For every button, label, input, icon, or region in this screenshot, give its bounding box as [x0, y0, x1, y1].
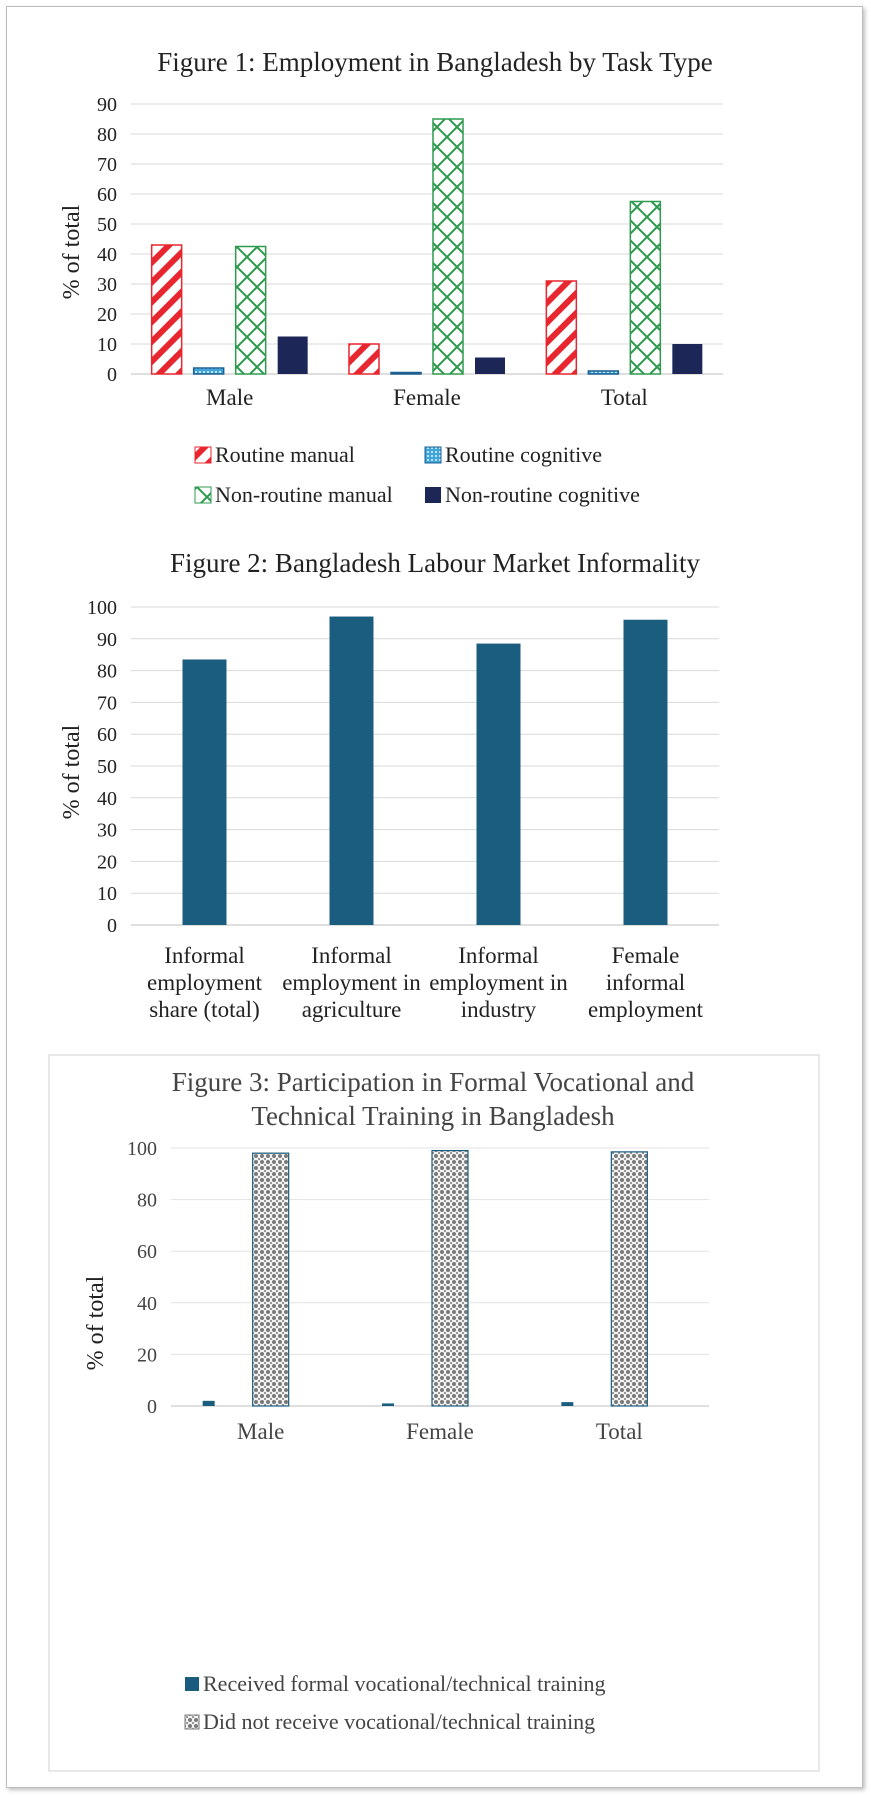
y-tick-label: 80	[97, 660, 117, 683]
y-tick-label: 0	[107, 915, 117, 937]
y-tick-label: 40	[137, 1292, 157, 1315]
bar-non-routine-manual-total	[630, 202, 660, 375]
bar-routine-cognitive-female	[391, 373, 421, 375]
bar-informality-female-informal-employment	[624, 620, 668, 925]
legend-swatch-did-not-receive-training	[185, 1715, 199, 1729]
y-tick-label: 60	[137, 1241, 157, 1264]
y-tick-label: 0	[147, 1396, 157, 1418]
figure-2-y-axis-label: % of total	[59, 724, 85, 820]
y-tick-label: 100	[127, 1138, 157, 1160]
legend-swatch-routine-manual	[195, 447, 211, 463]
y-tick-label: 60	[97, 184, 117, 206]
bar-non-routine-cognitive-male	[278, 337, 308, 375]
y-tick-label: 10	[97, 334, 117, 356]
x-category-label: Informal	[311, 943, 392, 968]
x-category-label: industry	[460, 997, 537, 1022]
figure-3-legend	[185, 1671, 606, 1734]
figure-3-y-axis-label: % of total	[83, 1275, 109, 1371]
figure-1-y-axis-label: % of total	[59, 204, 85, 300]
x-category-label: share (total)	[149, 997, 260, 1022]
x-category-label: Female	[406, 1419, 474, 1444]
x-category-label: Informal	[164, 943, 245, 968]
bar-informality-informal-employment-in-industry	[477, 644, 521, 925]
bar-routine-manual-male	[152, 245, 182, 374]
y-tick-label: 70	[97, 692, 117, 715]
y-tick-label: 20	[97, 851, 117, 874]
y-tick-label: 40	[97, 244, 117, 266]
y-tick-label: 90	[97, 628, 117, 651]
legend-swatch-non-routine-cognitive	[425, 487, 441, 503]
bar-did-not-receive-training-male	[253, 1153, 289, 1406]
y-tick-label: 20	[97, 304, 117, 326]
y-tick-label: 50	[97, 214, 117, 236]
legend-swatch-received-training	[185, 1677, 199, 1691]
figure-1-title: Figure 1: Employment in Bangladesh by Task Type	[157, 47, 713, 77]
legend-swatch-routine-cognitive	[425, 447, 441, 463]
legend-label-received-training: Received formal vocational/technical training	[203, 1671, 606, 1696]
bar-non-routine-cognitive-female	[475, 358, 505, 375]
figure-panel	[6, 6, 863, 1788]
bar-informality-informal-employment-share-total	[183, 659, 227, 925]
x-category-label: Total	[595, 1419, 643, 1444]
y-tick-label: 30	[97, 274, 117, 296]
x-category-label: employment in	[282, 970, 421, 995]
y-tick-label: 100	[87, 597, 117, 619]
figure-3-title-line-2: Technical Training in Bangladesh	[251, 1101, 615, 1131]
x-category-label: employment	[588, 997, 703, 1022]
x-category-label: employment in	[429, 970, 568, 995]
y-tick-label: 90	[97, 94, 117, 116]
figure-2	[59, 548, 719, 1022]
y-tick-label: 20	[137, 1344, 157, 1367]
bar-non-routine-manual-female	[433, 119, 463, 374]
bar-informality-informal-employment-in-agriculture	[330, 617, 374, 925]
x-category-label: informal	[605, 970, 686, 995]
bar-did-not-receive-training-total	[611, 1152, 647, 1406]
legend-label-did-not-receive-training: Did not receive vocational/technical training	[203, 1709, 596, 1734]
figure-3	[83, 1067, 709, 1734]
bar-received-training-total	[561, 1402, 573, 1406]
legend-label-non-routine-cognitive: Non-routine cognitive	[445, 482, 640, 507]
figures-canvas	[7, 7, 862, 1787]
y-tick-label: 0	[107, 364, 117, 386]
bar-did-not-receive-training-female	[432, 1151, 468, 1406]
legend-label-non-routine-manual: Non-routine manual	[215, 482, 393, 507]
bar-routine-manual-female	[349, 344, 379, 374]
x-category-label: Male	[237, 1419, 285, 1444]
bar-non-routine-manual-male	[236, 247, 266, 375]
figure-2-title: Figure 2: Bangladesh Labour Market Informality	[169, 548, 701, 578]
y-tick-label: 70	[97, 154, 117, 176]
bar-non-routine-cognitive-total	[672, 344, 702, 374]
y-tick-label: 60	[97, 724, 117, 747]
y-tick-label: 80	[137, 1189, 157, 1212]
figure-3-title-line-1: Figure 3: Participation in Formal Vocational and	[171, 1067, 695, 1097]
figure-1	[59, 47, 723, 507]
y-tick-label: 80	[97, 124, 117, 146]
y-tick-label: 30	[97, 819, 117, 842]
x-category-label: Female	[611, 943, 680, 968]
y-tick-label: 50	[97, 756, 117, 778]
figure-1-legend	[195, 442, 640, 507]
x-category-label: Male	[206, 385, 254, 410]
legend-label-routine-manual: Routine manual	[215, 442, 355, 467]
bar-routine-cognitive-male	[194, 368, 224, 374]
x-category-label: agriculture	[301, 997, 402, 1022]
bar-received-training-female	[382, 1403, 394, 1406]
y-tick-label: 10	[97, 883, 117, 906]
x-category-label: Total	[600, 385, 648, 410]
legend-label-routine-cognitive: Routine cognitive	[445, 442, 603, 467]
legend-swatch-non-routine-manual	[195, 487, 211, 503]
bar-routine-manual-total	[546, 281, 576, 374]
bar-routine-cognitive-total	[588, 371, 618, 374]
x-category-label: employment	[147, 970, 262, 995]
x-category-label: Informal	[458, 943, 539, 968]
x-category-label: Female	[393, 385, 461, 410]
bar-received-training-male	[203, 1401, 215, 1406]
y-tick-label: 40	[97, 787, 117, 810]
